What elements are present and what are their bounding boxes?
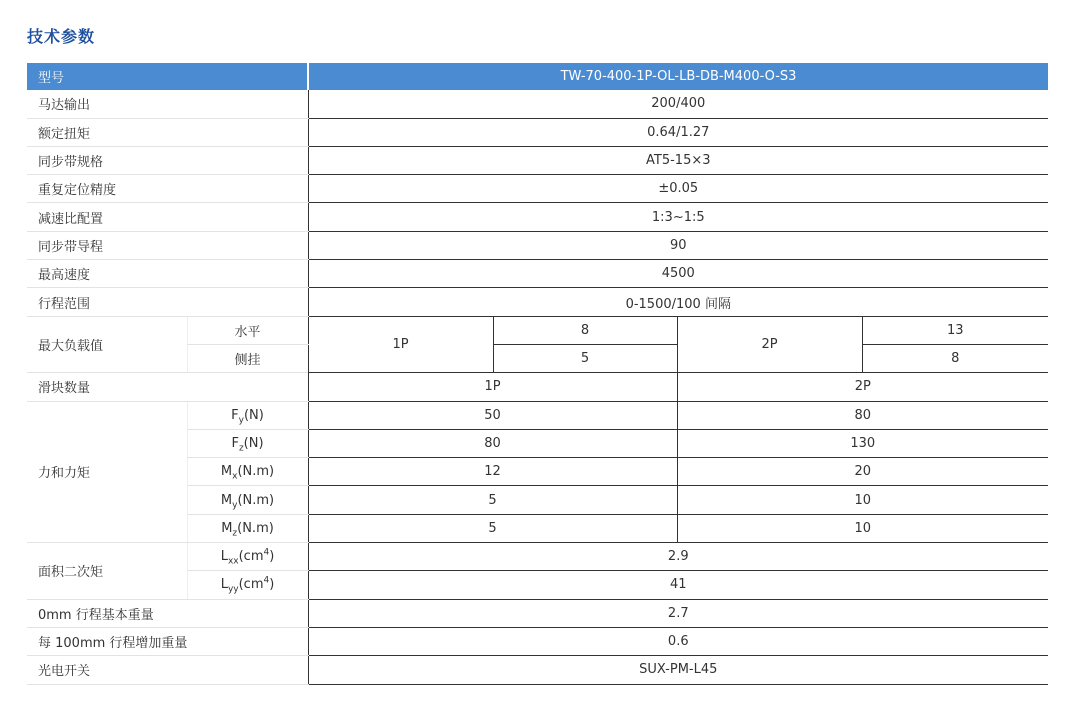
- table-row: [27, 543, 1048, 571]
- force-fy-1p: 50: [308, 401, 677, 429]
- moment-mx-label: $M_x(N.m)$: [187, 458, 308, 486]
- moment-my-1p: 5: [308, 486, 677, 514]
- row-label: 0mm 行程基本重量: [27, 599, 308, 627]
- inertia-lxx-value: 2.9: [308, 543, 1048, 571]
- section-title: 技术参数: [27, 27, 96, 46]
- table-header-row: [27, 63, 1048, 90]
- row-label: 行程范围: [27, 288, 308, 316]
- table-row: [27, 599, 1048, 627]
- force-fz-1p: 80: [308, 429, 677, 457]
- inertia-lxx-label: $L_{xx}(cm^4)$: [187, 543, 308, 571]
- table-row: [27, 118, 1048, 146]
- moment-mx-1p: 12: [308, 458, 677, 486]
- table-row: [27, 231, 1048, 259]
- model-value: TW-70-400-1P-OL-LB-DB-M400-O-S3: [308, 63, 1048, 90]
- table-row: [27, 260, 1048, 288]
- row-value: 200/400: [308, 90, 1048, 118]
- moment-mz-2p: 10: [677, 514, 1048, 542]
- max-load-1p-label: 1P: [308, 316, 493, 373]
- inertia-lyy-label: $L_{yy}(cm^4)$: [187, 571, 308, 599]
- max-load-2p-horizontal: 13: [862, 316, 1048, 344]
- force-label: 力和力矩: [27, 401, 187, 542]
- table-row: [27, 288, 1048, 316]
- table-row: [27, 627, 1048, 655]
- max-load-horizontal-label: 水平: [187, 316, 308, 344]
- moment-my-label: $M_y(N.m)$: [187, 486, 308, 514]
- table-row: [27, 373, 1048, 401]
- row-label: 马达输出: [27, 90, 308, 118]
- row-label: 同步带导程: [27, 231, 308, 259]
- table-row: [27, 175, 1048, 203]
- table-row: [27, 401, 1048, 429]
- table-row: [27, 203, 1048, 231]
- force-fz-2p: 130: [677, 429, 1048, 457]
- model-label: 型号: [27, 63, 308, 90]
- row-value: 1:3~1:5: [308, 203, 1048, 231]
- row-label: 同步带规格: [27, 146, 308, 174]
- inertia-label: 面积二次矩: [27, 543, 187, 600]
- max-load-side-label: 侧挂: [187, 344, 308, 372]
- row-value: ±0.05: [308, 175, 1048, 203]
- row-label: 光电开关: [27, 656, 308, 684]
- table-row: [27, 656, 1048, 684]
- moment-my-2p: 10: [677, 486, 1048, 514]
- row-label: 每 100mm 行程增加重量: [27, 627, 308, 655]
- table-row: [27, 146, 1048, 174]
- row-value: AT5-15×3: [308, 146, 1048, 174]
- row-value: SUX-PM-L45: [308, 656, 1048, 684]
- moment-mz-1p: 5: [308, 514, 677, 542]
- max-load-1p-horizontal: 8: [493, 316, 677, 344]
- inertia-lyy-value: 41: [308, 571, 1048, 599]
- row-value: 4500: [308, 260, 1048, 288]
- slider-count-1p: 1P: [308, 373, 677, 401]
- row-value: 2.7: [308, 599, 1048, 627]
- table-row: [27, 90, 1048, 118]
- row-value: 0.6: [308, 627, 1048, 655]
- row-value: 90: [308, 231, 1048, 259]
- force-fy-2p: 80: [677, 401, 1048, 429]
- max-load-label: 最大负载值: [27, 316, 187, 373]
- max-load-2p-side: 8: [862, 344, 1048, 372]
- max-load-2p-label: 2P: [677, 316, 862, 373]
- force-fy-label: $F_y(N)$: [187, 401, 308, 429]
- max-load-1p-side: 5: [493, 344, 677, 372]
- moment-mx-2p: 20: [677, 458, 1048, 486]
- row-value: 0.64/1.27: [308, 118, 1048, 146]
- slider-count-2p: 2P: [677, 373, 1048, 401]
- moment-mz-label: $M_z(N.m)$: [187, 514, 308, 542]
- row-value: 0-1500/100 间隔: [308, 288, 1048, 316]
- row-label: 减速比配置: [27, 203, 308, 231]
- table-row: [27, 316, 1048, 344]
- force-fz-label: $F_z(N)$: [187, 429, 308, 457]
- row-label: 最高速度: [27, 260, 308, 288]
- spec-table: [27, 63, 1048, 685]
- slider-count-label: 滑块数量: [27, 373, 308, 401]
- row-label: 额定扭矩: [27, 118, 308, 146]
- row-label: 重复定位精度: [27, 175, 308, 203]
